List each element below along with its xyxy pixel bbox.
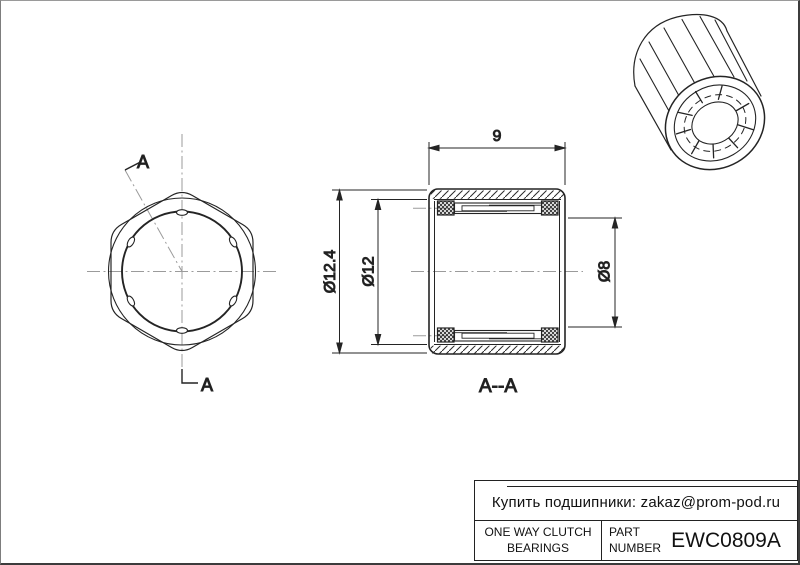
engineering-drawing bbox=[1, 1, 800, 471]
front-view bbox=[87, 134, 279, 395]
contact-row bbox=[475, 481, 797, 521]
product-line1: ONE WAY CLUTCH bbox=[484, 524, 592, 539]
dim-bore bbox=[568, 218, 622, 327]
section-label-top: A bbox=[137, 152, 150, 172]
part-number-label bbox=[602, 525, 661, 556]
part-label-line1: PART bbox=[609, 524, 640, 539]
roller-cage-bottom bbox=[455, 331, 542, 342]
section-view bbox=[322, 128, 622, 397]
part-label-line2: NUMBER bbox=[609, 540, 662, 555]
dim-width-text: 9 bbox=[492, 128, 502, 145]
contact-text: Купить подшипники: zakaz@prom-pod.ru bbox=[491, 494, 781, 511]
isometric-view bbox=[634, 15, 782, 188]
roller-cage-top bbox=[455, 203, 542, 214]
dim-outer-text: Ø12 bbox=[360, 256, 378, 287]
title-block-step-line bbox=[507, 486, 797, 487]
product-line2: BEARINGS bbox=[506, 540, 569, 555]
dim-outer-max-text: Ø12.4 bbox=[322, 249, 339, 294]
section-title: A--A bbox=[479, 376, 517, 397]
dim-width bbox=[429, 142, 565, 185]
product-cell bbox=[475, 521, 602, 560]
dim-bore-text: Ø8 bbox=[596, 260, 614, 283]
title-block bbox=[474, 480, 798, 561]
title-block-bottom-row bbox=[475, 521, 797, 560]
part-cell bbox=[602, 521, 797, 560]
section-centerlines bbox=[411, 208, 583, 335]
part-number-value: EWC0809A bbox=[671, 528, 781, 552]
section-label-bottom: A bbox=[201, 375, 214, 395]
